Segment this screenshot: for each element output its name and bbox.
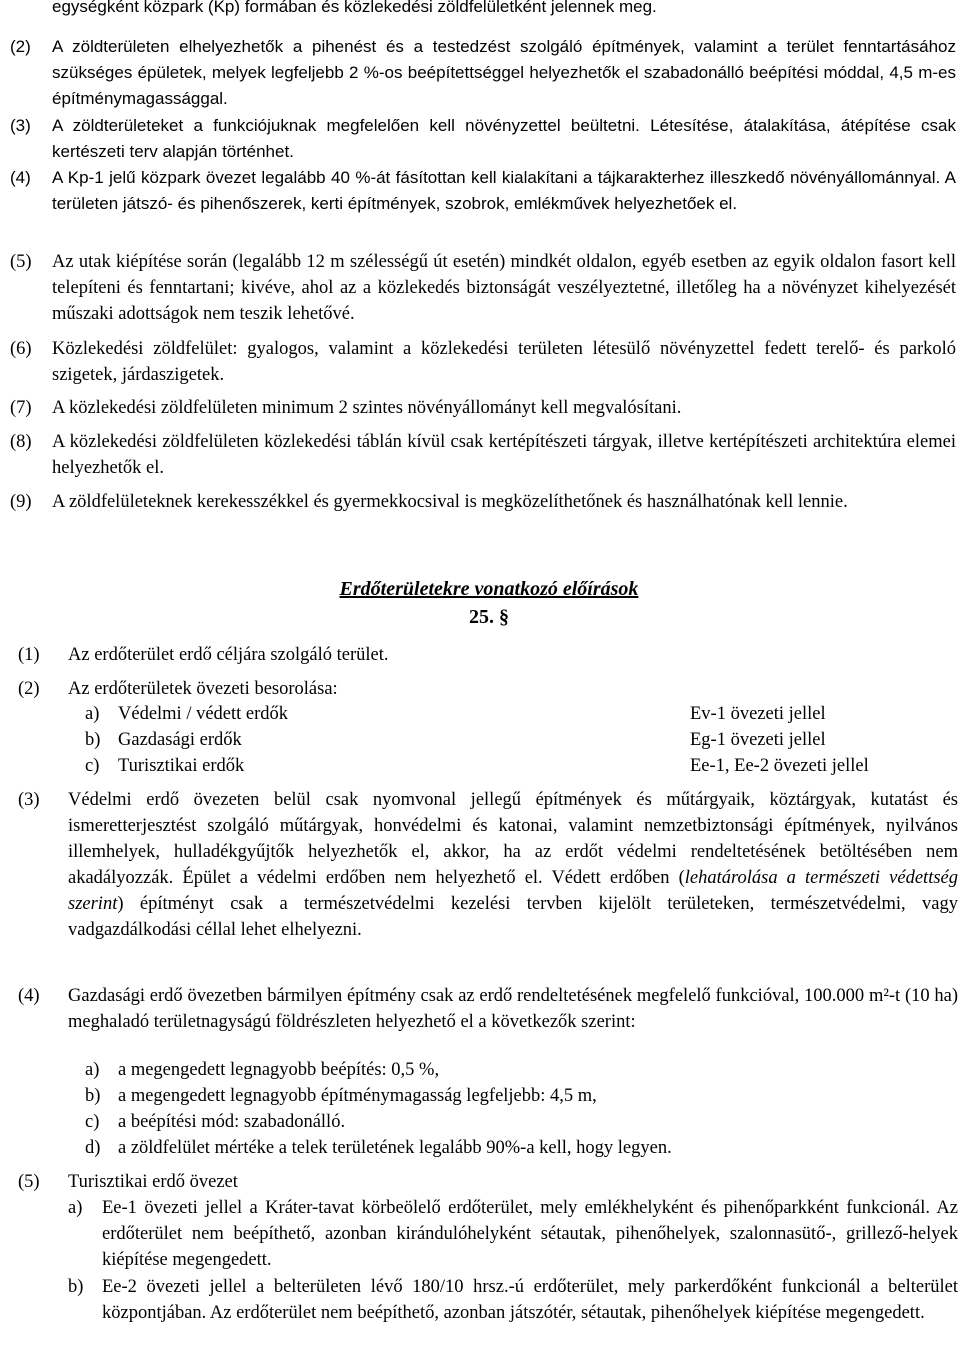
paragraph-number: (4) (18, 986, 40, 1006)
zone-code: Ee-1, Ee-2 övezeti jellel (690, 756, 869, 776)
paragraph-5: Az utak kiépítése során (legalább 12 m szélességű út esetén) mindkét oldalon, egyéb esetben az egyik oldalon fasort kell telepíteni és fenntartani; kivéve, ahol az a közlekedés biztonságát veszélyeztetné, illetőleg ha a növényzet kihelyezését műszaki adottságok nem teszik lehetővé. (52, 252, 956, 324)
section-paragraph-4: Gazdasági erdő övezetben bármilyen építmény csak az erdő rendeltetésének megfelelő funkcióval, 100.000 m²-t (10 ha) meghaladó területnagyságú földrészleten helyezhető el a következők szerint: (68, 986, 958, 1032)
zone-code: Eg-1 övezeti jellel (690, 730, 826, 750)
list-item: a megengedett legnagyobb építménymagasság legfeljebb: 4,5 m, (118, 1086, 597, 1106)
paragraph-number: (1) (18, 645, 40, 665)
paragraph-number: (2) (18, 679, 40, 699)
paragraph-number: (4) (10, 168, 31, 187)
paragraph-number: (5) (18, 1172, 40, 1192)
paragraph-number: (2) (10, 37, 31, 56)
paragraph-text: Védelmi erdő övezeten belül csak nyomvonal jellegű építmények és műtárgyaik, köztárgyak, kutatást és ismeretterjesztést szolgáló műtárgyak, honvédelmi és katonai, valamint nemzetbiztonsági építmények, nyilvános illemhelyek, hulladékgyűjtők helyezhetők el, akkor, ha az erdőt védelmi rendeltetésének betöltésében nem akadályozzák. Épület a védelmi erdőben nem helyezhető el. Védett erdőben ( (68, 790, 958, 888)
paragraph-4: A Kp-1 jelű közpark övezet legalább 40 %-át fásítottan kell kialakítani a tájkarakterhez illeszkedő növényállománnyal. A területen játszó- és pihenőszerek, kerti építmények, szobrok, emlékművek helyezhetőek el. (52, 168, 956, 213)
paragraph-6: Közlekedési zöldfelület: gyalogos, valamint a közlekedési területen létesülő növényzettel fedett terelő- és parkoló szigetek, járdaszigetek. (52, 339, 956, 385)
paragraph-number: (3) (18, 790, 40, 810)
list-label: a) (85, 1060, 100, 1080)
section-paragraph-5: Turisztikai erdő övezet (68, 1172, 238, 1192)
section-paragraph-1: Az erdőterület erdő céljára szolgáló terület. (68, 645, 389, 665)
paragraph-2: A zöldterületen elhelyezhetők a pihenést és a testedzést szolgáló építmények, valamint a terület fenntartásához szükséges épületek, melyek legfeljebb 2 %-os beépítettséggel helyezhetők el szabadonálló beépítési móddal, 4,5 m-es építménymagassággal. (52, 37, 956, 108)
list-label: b) (85, 730, 101, 750)
paragraph-number: (7) (10, 398, 32, 418)
list-item: a megengedett legnagyobb beépítés: 0,5 %, (118, 1060, 440, 1080)
forest-category: Turisztikai erdők (118, 756, 245, 776)
intro-line: egységként közpark (Kp) formában és közlekedési zöldfelületként jelennek meg. (52, 0, 657, 16)
paragraph-number: (5) (10, 252, 32, 272)
list-label: a) (68, 1198, 83, 1218)
paragraph-number: (3) (10, 116, 31, 135)
paragraph-number: (8) (10, 432, 32, 452)
italic-note: lehatárolása a természeti védettség szerint (68, 868, 958, 914)
list-item: Ee-1 övezeti jellel a Kráter-tavat körbeölelő erdőterület, mely emlékhelyként és pihenőparkként funkcionál. Az erdőterület nem beépíthető, azonban kirándulóhelyként sétautak, pihenőhelyek, szalonnasütő-, grillező-helyek kiépítése megengedett. (102, 1198, 958, 1270)
forest-category: Védelmi / védett erdők (118, 704, 289, 724)
paragraph-number: (9) (10, 492, 32, 512)
paragraph-7: A közlekedési zöldfelületen minimum 2 szintes növényállományt kell megvalósítani. (52, 398, 682, 418)
section-number: 25. § (469, 606, 509, 628)
list-label: b) (68, 1277, 84, 1297)
zone-code: Ev-1 övezeti jellel (690, 704, 826, 724)
paragraph-text: ) építményt csak a természetvédelmi kezelési tervben kijelölt területeken, természetvédelmi, vagy vadgazdálkodási céllal lehet elhelyezni. (68, 894, 958, 940)
forest-category: Gazdasági erdők (118, 730, 242, 750)
section-paragraph-3 (68, 787, 958, 943)
list-label: a) (85, 704, 100, 724)
list-label: d) (85, 1138, 101, 1158)
paragraph-9: A zöldfelületeknek kerekesszékkel és gyermekkocsival is megközelíthetőnek és használhatónak kell lennie. (52, 492, 848, 512)
list-label: c) (85, 756, 100, 776)
list-label: c) (85, 1112, 100, 1132)
paragraph-8: A közlekedési zöldfelületen közlekedési táblán kívül csak kertépítészeti tárgyak, illetve kertépítészeti architektúra elemei helyezhetők el. (52, 432, 956, 478)
list-item: Ee-2 övezeti jellel a belterületen lévő 180/10 hrsz.-ú erdőterület, mely parkerdőként funkcionál a belterület központjában. Az erdőterület nem beépíthető, azonban játszótér, sétautak, pihenőhelyek kiépítése megengedett. (102, 1277, 958, 1323)
list-item: a zöldfelület mértéke a telek területének legalább 90%-a kell, hogy legyen. (118, 1138, 672, 1158)
paragraph-number: (6) (10, 339, 32, 359)
paragraph-3: A zöldterületeket a funkciójuknak megfelelően kell növényzettel beültetni. Létesítése, átalakítása, átépítése csak kertészeti terv alapján történhet. (52, 116, 956, 161)
list-item: a beépítési mód: szabadonálló. (118, 1112, 346, 1132)
list-label: b) (85, 1086, 101, 1106)
section-heading: Erdőterületekre vonatkozó előírások (339, 578, 639, 600)
section-paragraph-2: Az erdőterületek övezeti besorolása: (68, 679, 338, 699)
